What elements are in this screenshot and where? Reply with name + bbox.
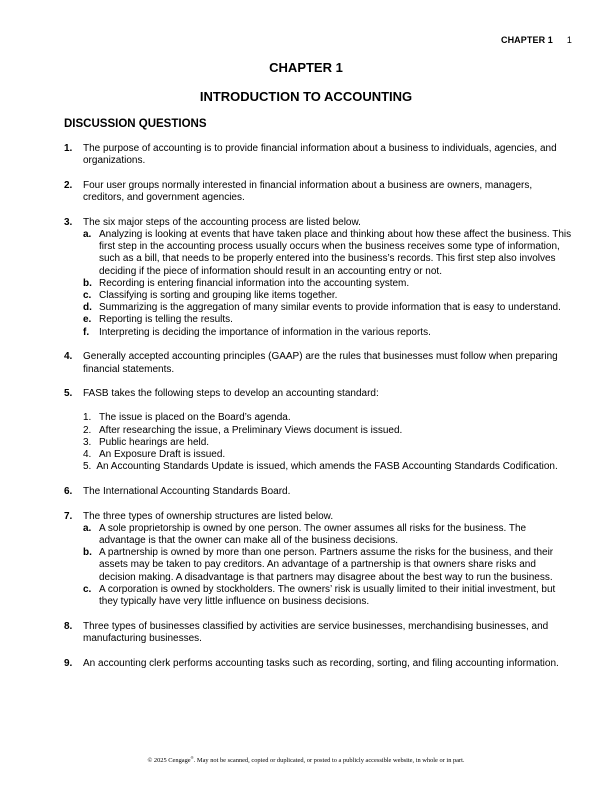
item-letter: b. xyxy=(83,277,92,289)
question-2 xyxy=(64,180,574,204)
question-3 xyxy=(64,217,574,339)
item-letter: d. xyxy=(83,302,92,314)
step-number: 5. xyxy=(83,461,92,473)
list-item xyxy=(83,278,574,290)
item-text: Analyzing is looking at events that have taken place and thinking about how these affect the business. This first step in the accounting process usually occurs when the business receives some type of information, such as a bill, that needs to be properly entered into the business’s records. This first step also involves deciding if the piece of information should result in an accounting entry or not. xyxy=(99,229,572,277)
list-item xyxy=(83,461,574,473)
list-item xyxy=(83,547,574,584)
chapter-heading: CHAPTER 1 xyxy=(269,60,343,75)
registered-mark: ® xyxy=(190,755,194,760)
question-9 xyxy=(64,658,574,670)
question-number: 8. xyxy=(64,620,73,632)
item-letter: c. xyxy=(83,290,92,302)
item-text: Summarizing is the aggregation of many similar events to provide information that is easy to understand. xyxy=(99,302,561,314)
question-6 xyxy=(64,486,574,498)
copyright-notice: . May not be scanned, copied or duplicated, or posted to a publicly accessible website, in whole or in part. xyxy=(193,757,465,765)
step-number: 1. xyxy=(83,412,92,424)
list-item xyxy=(83,327,574,339)
question-8 xyxy=(64,621,574,645)
question-text: An accounting clerk performs accounting tasks such as recording, sorting, and filing accounting information. xyxy=(83,657,559,669)
question-number: 1. xyxy=(64,143,73,154)
step-text: The issue is placed on the Board’s agenda. xyxy=(99,412,291,424)
question-text: The three types of ownership structures are listed below. xyxy=(83,510,334,522)
list-item xyxy=(83,584,574,608)
question-text: The International Accounting Standards Board. xyxy=(83,485,291,497)
list-item xyxy=(83,290,574,302)
step-number: 2. xyxy=(83,424,92,436)
question-number: 3. xyxy=(64,216,73,228)
section-heading: DISCUSSION QUESTIONS xyxy=(64,118,207,130)
item-letter: b. xyxy=(83,547,92,559)
running-head-chapter: CHAPTER 1 xyxy=(500,35,553,45)
list-item xyxy=(83,314,574,326)
item-letter: a. xyxy=(83,229,92,241)
step-number: 4. xyxy=(83,449,92,461)
item-text: Recording is entering financial information into the accounting system. xyxy=(99,277,410,289)
question-text: The purpose of accounting is to provide financial information about a business to individuals, agencies, and organizations. xyxy=(83,143,557,167)
list-item xyxy=(83,437,574,449)
question-list xyxy=(64,143,574,682)
question-number: 5. xyxy=(64,388,73,400)
step-list xyxy=(83,412,574,473)
question-number: 2. xyxy=(64,179,73,191)
chapter-title: INTRODUCTION TO ACCOUNTING xyxy=(199,89,413,104)
step-text: Public hearings are held. xyxy=(99,436,210,448)
question-1 xyxy=(64,143,574,167)
list-item xyxy=(83,523,574,547)
copyright-text: © 2025 Cengage xyxy=(147,757,191,765)
item-letter: e. xyxy=(83,314,92,326)
step-text: An Accounting Standards Update is issued, which amends the FASB Accounting Standards Codification. xyxy=(96,461,558,473)
item-text: Interpreting is deciding the importance of information in the various reports. xyxy=(99,326,431,338)
question-number: 4. xyxy=(64,351,73,363)
question-5 xyxy=(64,388,574,473)
step-text: An Exposure Draft is issued. xyxy=(99,449,226,461)
item-letter: f. xyxy=(83,326,90,338)
question-text: Four user groups normally interested in financial information about a business are owners, managers, creditors, and government agencies. xyxy=(83,179,533,204)
step-text: After researching the issue, a Preliminary Views document is issued. xyxy=(99,424,403,436)
question-4 xyxy=(64,351,574,375)
item-text: A corporation is owned by stockholders. The owners’ risk is usually limited to their initial investment, but they typically have very little influence on business decisions. xyxy=(99,583,556,608)
step-number: 3. xyxy=(83,436,92,448)
item-text: Reporting is telling the results. xyxy=(99,314,233,326)
list-item xyxy=(83,302,574,314)
question-text: FASB takes the following steps to develop an accounting standard: xyxy=(83,388,379,400)
question-number: 6. xyxy=(64,485,73,497)
question-text: The six major steps of the accounting process are listed below. xyxy=(83,216,361,228)
question-7 xyxy=(64,511,574,609)
item-text: A partnership is owned by more than one person. Partners assume the risks for the business, and their assets may be taken to pay creditors. An advantage of a partnership is that owners share risks and decision making. A disadvantage is that partners may disagree about the best way to run the business. xyxy=(99,547,554,583)
running-head xyxy=(501,35,572,45)
copyright-footer xyxy=(0,755,612,764)
item-text: A sole proprietorship is owned by one person. The owner assumes all risks for the business. The advantage is that the owner can make all of the business decisions. xyxy=(99,522,527,547)
question-number: 7. xyxy=(64,510,73,522)
question-number: 9. xyxy=(64,657,73,669)
list-item xyxy=(83,412,574,424)
question-text: Three types of businesses classified by activities are service businesses, merchandising businesses, and manufacturing businesses. xyxy=(83,620,549,644)
list-item xyxy=(83,449,574,461)
list-item xyxy=(83,229,574,278)
item-text: Classifying is sorting and grouping like items together. xyxy=(99,290,338,302)
list-item xyxy=(83,425,574,437)
page-number: 1 xyxy=(566,35,572,45)
item-letter: c. xyxy=(83,583,92,595)
item-letter: a. xyxy=(83,522,92,534)
question-text: Generally accepted accounting principles (GAAP) are the rules that businesses must follow when preparing financial statements. xyxy=(83,351,558,375)
